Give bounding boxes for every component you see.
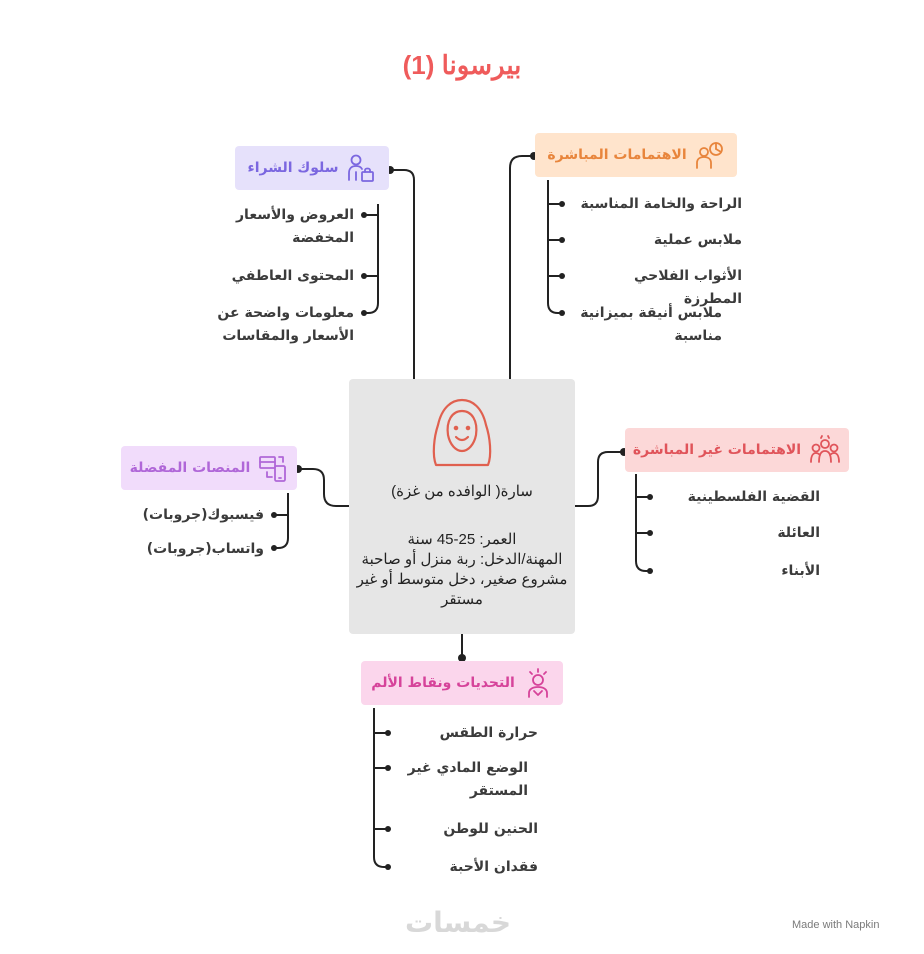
challenges-item-1: حرارة الطقس <box>439 725 538 741</box>
challenges-item-3: الحنين للوطن <box>443 821 538 837</box>
indirect-item-3: الأبناء <box>781 563 820 579</box>
challenges-node <box>361 661 563 705</box>
challenges-item-4: فقدان الأحبة <box>449 859 538 875</box>
made-with-text: Made with Napkin <box>792 919 880 931</box>
platforms-title: المنصات المفضلة <box>129 460 251 476</box>
persona-name: سارة( الوافده من غزة) <box>391 483 533 500</box>
direct-item-3: الأثواب الفلاحي المطرزة <box>633 268 742 307</box>
buying-item-3: معلومات واضحة عن الأسعار والمقاسات <box>217 305 354 344</box>
direct-interests-node <box>535 133 737 177</box>
buying-item-1: العروض والأسعار المخفضة <box>236 207 354 246</box>
direct-item-4: ملابس أنيقة بميزانية مناسبة <box>580 305 722 344</box>
challenges-title: التحديات ونقاط الألم <box>371 675 515 691</box>
made-with-napkin <box>792 919 879 931</box>
persona-occupation: المهنة/الدخل: ربة منزل أو صاحبة مشروع صغير، دخل متوسط أو غير مستقر <box>356 551 568 608</box>
indirect-interests-title: الاهتمامات غير المباشرة <box>632 442 802 458</box>
page-title: بيرسونا (1) <box>402 50 522 80</box>
buying-behavior-title: سلوك الشراء <box>247 160 339 176</box>
interests-icon <box>695 140 725 170</box>
persona-age: العمر: 25-45 سنة <box>407 531 517 548</box>
stressed-person-icon <box>523 667 553 699</box>
watermark-logo: خمسات <box>405 906 512 939</box>
buying-item-2: المحتوى العاطفي <box>231 268 354 284</box>
devices-icon <box>258 453 288 483</box>
indirect-item-1: القضية الفلسطينية <box>687 489 820 505</box>
direct-interests-title: الاهتمامات المباشرة <box>547 147 687 163</box>
platforms-node <box>121 446 297 490</box>
platforms-item-2: واتساب(جروبات) <box>146 541 264 557</box>
buying-behavior-node <box>235 146 389 190</box>
indirect-interests-node <box>625 428 849 472</box>
platforms-item-1: فيسبوك(جروبات) <box>142 507 264 523</box>
community-icon <box>809 435 841 465</box>
indirect-item-2: العائلة <box>777 525 820 541</box>
woman-avatar-icon <box>428 395 496 467</box>
challenges-item-2: الوضع المادي غير المستقر <box>407 760 528 799</box>
shopper-icon <box>346 153 376 183</box>
direct-item-1: الراحة والخامة المناسبة <box>580 196 742 212</box>
direct-item-2: ملابس عملية <box>653 232 742 248</box>
